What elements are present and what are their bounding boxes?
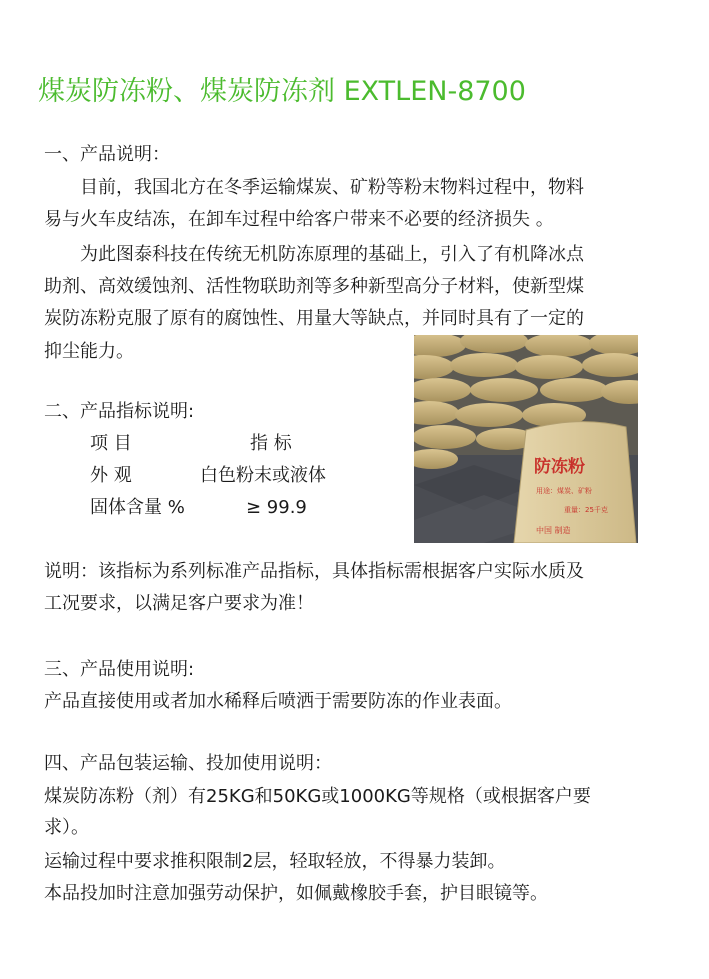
bag-small-text: 中国 制造 [536,526,571,535]
section-1-para1-line: 易与火车皮结冻，在卸车过程中给客户带来不必要的经济损失 。 [44,209,554,230]
section-4-line: 运输过程中要求推积限制2层，轻取轻放，不得暴力装卸。 [44,851,506,872]
section-4-line: 本品投加时注意加强劳动保护，如佩戴橡胶手套，护目眼镜等。 [44,883,548,904]
section-2-heading: 二、产品指标说明: [44,401,195,422]
spec-value: ≥ 99.9 [246,497,307,518]
spec-item-header: 项 目 [90,433,132,454]
section-1-para2-line: 助剂、高效缓蚀剂、活性物联助剂等多种新型高分子材料，使新型煤 [44,276,584,297]
section-3-heading: 三、产品使用说明: [44,659,195,680]
section-1-para2-line: 为此图泰科技在传统无机防冻原理的基础上，引入了有机降冰点 [80,244,584,265]
page-title: 煤炭防冻粉、煤炭防冻剂 EXTLEN-8700 [38,76,526,107]
bag-small-text: 用途：煤炭、矿粉 [536,487,592,495]
spec-note-line: 工况要求，以满足客户要求为准！ [44,593,314,614]
section-1-heading: 一、产品说明： [44,144,170,165]
spec-value-header: 指 标 [250,433,292,454]
spec-item: 外 观 [90,465,132,486]
bag-small-text: 重量：25千克 [564,506,608,514]
front-bag [514,422,636,543]
section-1-para2-line: 炭防冻粉克服了原有的腐蚀性、用量大等缺点，并同时具有了一定的 [44,308,584,329]
product-photo [414,335,638,543]
section-1-para1-line: 目前，我国北方在冬季运输煤炭、矿粉等粉末物料过程中，物料 [80,177,584,198]
spec-value: 白色粉末或液体 [200,465,326,486]
section-4-heading: 四、产品包装运输、投加使用说明： [44,753,332,774]
bag-label: 防冻粉 [534,457,585,477]
section-1-para2-line: 抑尘能力。 [44,341,134,362]
section-3-text: 产品直接使用或者加水稀释后喷洒于需要防冻的作业表面。 [44,691,512,712]
section-4-line: 求）。 [44,817,89,838]
section-4-line: 煤炭防冻粉（剂）有25KG和50KG或1000KG等规格（或根据客户要 [44,786,591,807]
spec-item: 固体含量 % [90,497,185,518]
spec-note-line: 说明：该指标为系列标准产品指标，具体指标需根据客户实际水质及 [44,561,584,582]
